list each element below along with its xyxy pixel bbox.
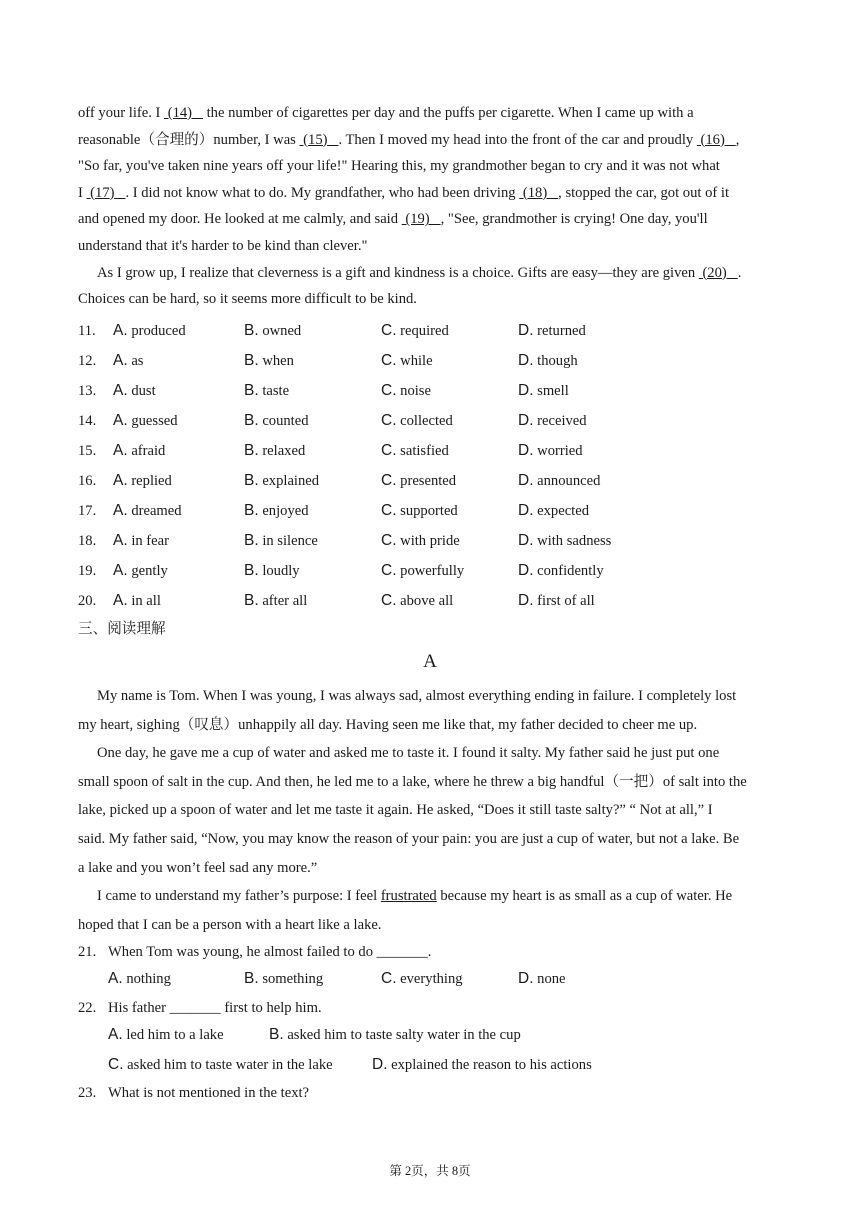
option-c[interactable]: C. powerfully <box>381 562 465 579</box>
option-b[interactable]: B. counted <box>244 412 309 429</box>
passage-text: small spoon of salt in the cup. And then, he led me to a lake, where he threw a big handful（一把）of salt into the <box>78 773 747 790</box>
passage-text: lake, picked up a spoon of water and let me taste it again. He asked, “Does it still taste salty?” “ Not at all,” I <box>78 802 713 819</box>
cloze-text: I <box>78 184 87 201</box>
option-a[interactable]: A. guessed <box>113 412 178 429</box>
option-c[interactable]: C. presented <box>381 472 457 489</box>
blank-16: (16) <box>696 131 736 148</box>
option-b[interactable]: B. asked him to taste salty water in the cup <box>269 1026 521 1043</box>
option-a[interactable]: A. led him to a lake <box>108 1026 224 1043</box>
underlined-word: frustrated <box>380 888 437 905</box>
blank-15: (15) <box>299 131 339 148</box>
passage-text: a lake and you won’t feel sad any more.” <box>78 859 318 876</box>
question-number: 19. <box>78 563 97 579</box>
question-number: 21. <box>78 944 97 960</box>
cloze-paragraph-1 <box>78 100 783 313</box>
cloze-text: , "See, grandmother is crying! One day, you'll <box>440 211 708 228</box>
option-b[interactable]: B. taste <box>244 382 290 399</box>
cloze-text: , stopped the car, got out of it <box>558 184 729 201</box>
option-a[interactable]: A. dust <box>113 382 156 399</box>
question-number: 23. <box>78 1085 97 1101</box>
option-a[interactable]: A. afraid <box>113 442 166 459</box>
blank-14: (14) <box>164 105 203 121</box>
passage-text: My name is Tom. When I was young, I was always sad, almost everything ending in failure. I completely lost <box>97 688 737 704</box>
passage-text: because my heart is as small as a cup of water. He <box>436 888 733 905</box>
cloze-text: As I grow up, I realize that cleverness is a gift and kindness is a choice. Gifts are easy—they are given <box>97 264 699 281</box>
passage-text: said. My father said, “Now, you may know the reason of your pain: you are just a cup of water, but not a lake. Be <box>78 830 740 847</box>
option-d[interactable]: D. explained the reason to his actions <box>372 1056 592 1073</box>
option-a[interactable]: A. dreamed <box>113 502 182 519</box>
option-b[interactable]: B. loudly <box>244 562 300 579</box>
question-number: 18. <box>78 533 97 549</box>
question-23 <box>78 1083 310 1103</box>
option-d[interactable]: D. announced <box>518 472 601 489</box>
option-b[interactable]: B. in silence <box>244 532 318 549</box>
option-a[interactable]: A. gently <box>113 562 168 579</box>
passage-text: hoped that I can be a person with a heart like a lake. <box>78 916 382 933</box>
option-b[interactable]: B. explained <box>244 472 320 489</box>
question-number: 16. <box>78 473 97 489</box>
option-c[interactable]: C. above all <box>381 592 454 609</box>
question-number: 11. <box>78 323 96 339</box>
cloze-text: off your life. I <box>78 105 165 121</box>
option-d[interactable]: D. received <box>518 412 587 429</box>
option-a[interactable]: A. in fear <box>113 532 169 549</box>
option-d[interactable]: D. expected <box>518 502 590 519</box>
option-d[interactable]: D. smell <box>518 382 569 399</box>
passage-text: my heart, sighing（叹息）unhappily all day. Having seen me like that, my father decided to cheer me up. <box>78 716 698 733</box>
blank-17: (17) <box>86 184 126 201</box>
option-d[interactable]: D. with sadness <box>518 532 612 549</box>
question-21 <box>78 942 432 962</box>
blank-20: (20) <box>698 264 738 281</box>
question-number: 17. <box>78 503 97 519</box>
question-number: 20. <box>78 593 97 609</box>
option-a[interactable]: A. replied <box>113 472 172 489</box>
cloze-text: the number of cigarettes per day and the puffs per cigarette. When I came up with a <box>202 105 694 121</box>
option-b[interactable]: B. owned <box>244 322 302 339</box>
option-a[interactable]: A. in all <box>113 592 161 609</box>
option-c[interactable]: C. while <box>381 352 433 369</box>
cloze-text: understand that it's harder to be kind than clever." <box>78 237 368 254</box>
option-a[interactable]: A. nothing <box>108 970 171 987</box>
option-a[interactable]: A. as <box>113 352 144 369</box>
option-b[interactable]: B. something <box>244 970 324 987</box>
question-number: 13. <box>78 383 97 399</box>
blank-19: (19) <box>401 211 441 228</box>
option-c[interactable]: C. noise <box>381 382 431 399</box>
question-number: 12. <box>78 353 97 369</box>
section-heading: 三、阅读理解 <box>78 621 166 637</box>
question-stem: What is not mentioned in the text? <box>108 1085 310 1101</box>
blank-18: (18) <box>519 184 559 201</box>
option-d[interactable]: D. first of all <box>518 592 595 609</box>
option-a[interactable]: A. produced <box>113 322 186 339</box>
reading-passage <box>78 682 783 939</box>
passage-title: A <box>423 651 437 672</box>
option-c[interactable]: C. everything <box>381 970 463 987</box>
page-footer: 第 2页，共 8页 <box>389 1164 471 1178</box>
cloze-text: . Then I moved my head into the front of the car and proudly <box>338 131 697 148</box>
cloze-text: , <box>735 131 740 148</box>
question-stem: His father _______ first to help him. <box>108 1000 322 1016</box>
question-number: 22. <box>78 1000 97 1016</box>
question-22 <box>78 998 322 1018</box>
option-b[interactable]: B. enjoyed <box>244 502 309 519</box>
option-d[interactable]: D. worried <box>518 442 583 459</box>
option-d[interactable]: D. though <box>518 352 578 369</box>
cloze-text: . <box>737 264 742 281</box>
option-c[interactable]: C. satisfied <box>381 442 449 459</box>
question-number: 14. <box>78 413 97 429</box>
option-c[interactable]: C. asked him to taste water in the lake <box>108 1056 333 1073</box>
option-d[interactable]: D. none <box>518 970 566 987</box>
question-number: 15. <box>78 443 97 459</box>
option-d[interactable]: D. confidently <box>518 562 604 579</box>
option-b[interactable]: B. relaxed <box>244 442 306 459</box>
option-c[interactable]: C. required <box>381 322 449 339</box>
passage-text: One day, he gave me a cup of water and asked me to taste it. I found it salty. My father said he just put one <box>97 745 720 762</box>
passage-text: I came to understand my father’s purpose: I feel <box>97 888 381 905</box>
cloze-text: reasonable（合理的）number, I was <box>78 131 300 148</box>
cloze-text: "So far, you've taken nine years off your life!" Hearing this, my grandmother began to cry and it was not what <box>78 158 720 175</box>
cloze-text: and opened my door. He looked at me calmly, and said <box>78 211 402 228</box>
option-b[interactable]: B. after all <box>244 592 308 609</box>
option-b[interactable]: B. when <box>244 352 294 369</box>
cloze-text: . I did not know what to do. My grandfather, who had been driving <box>125 184 520 201</box>
option-c[interactable]: C. with pride <box>381 532 460 549</box>
option-d[interactable]: D. returned <box>518 322 586 339</box>
option-c[interactable]: C. collected <box>381 412 453 429</box>
question-stem: When Tom was young, he almost failed to do _______. <box>108 944 432 960</box>
cloze-text: Choices can be hard, so it seems more difficult to be kind. <box>78 291 417 308</box>
option-c[interactable]: C. supported <box>381 502 458 519</box>
